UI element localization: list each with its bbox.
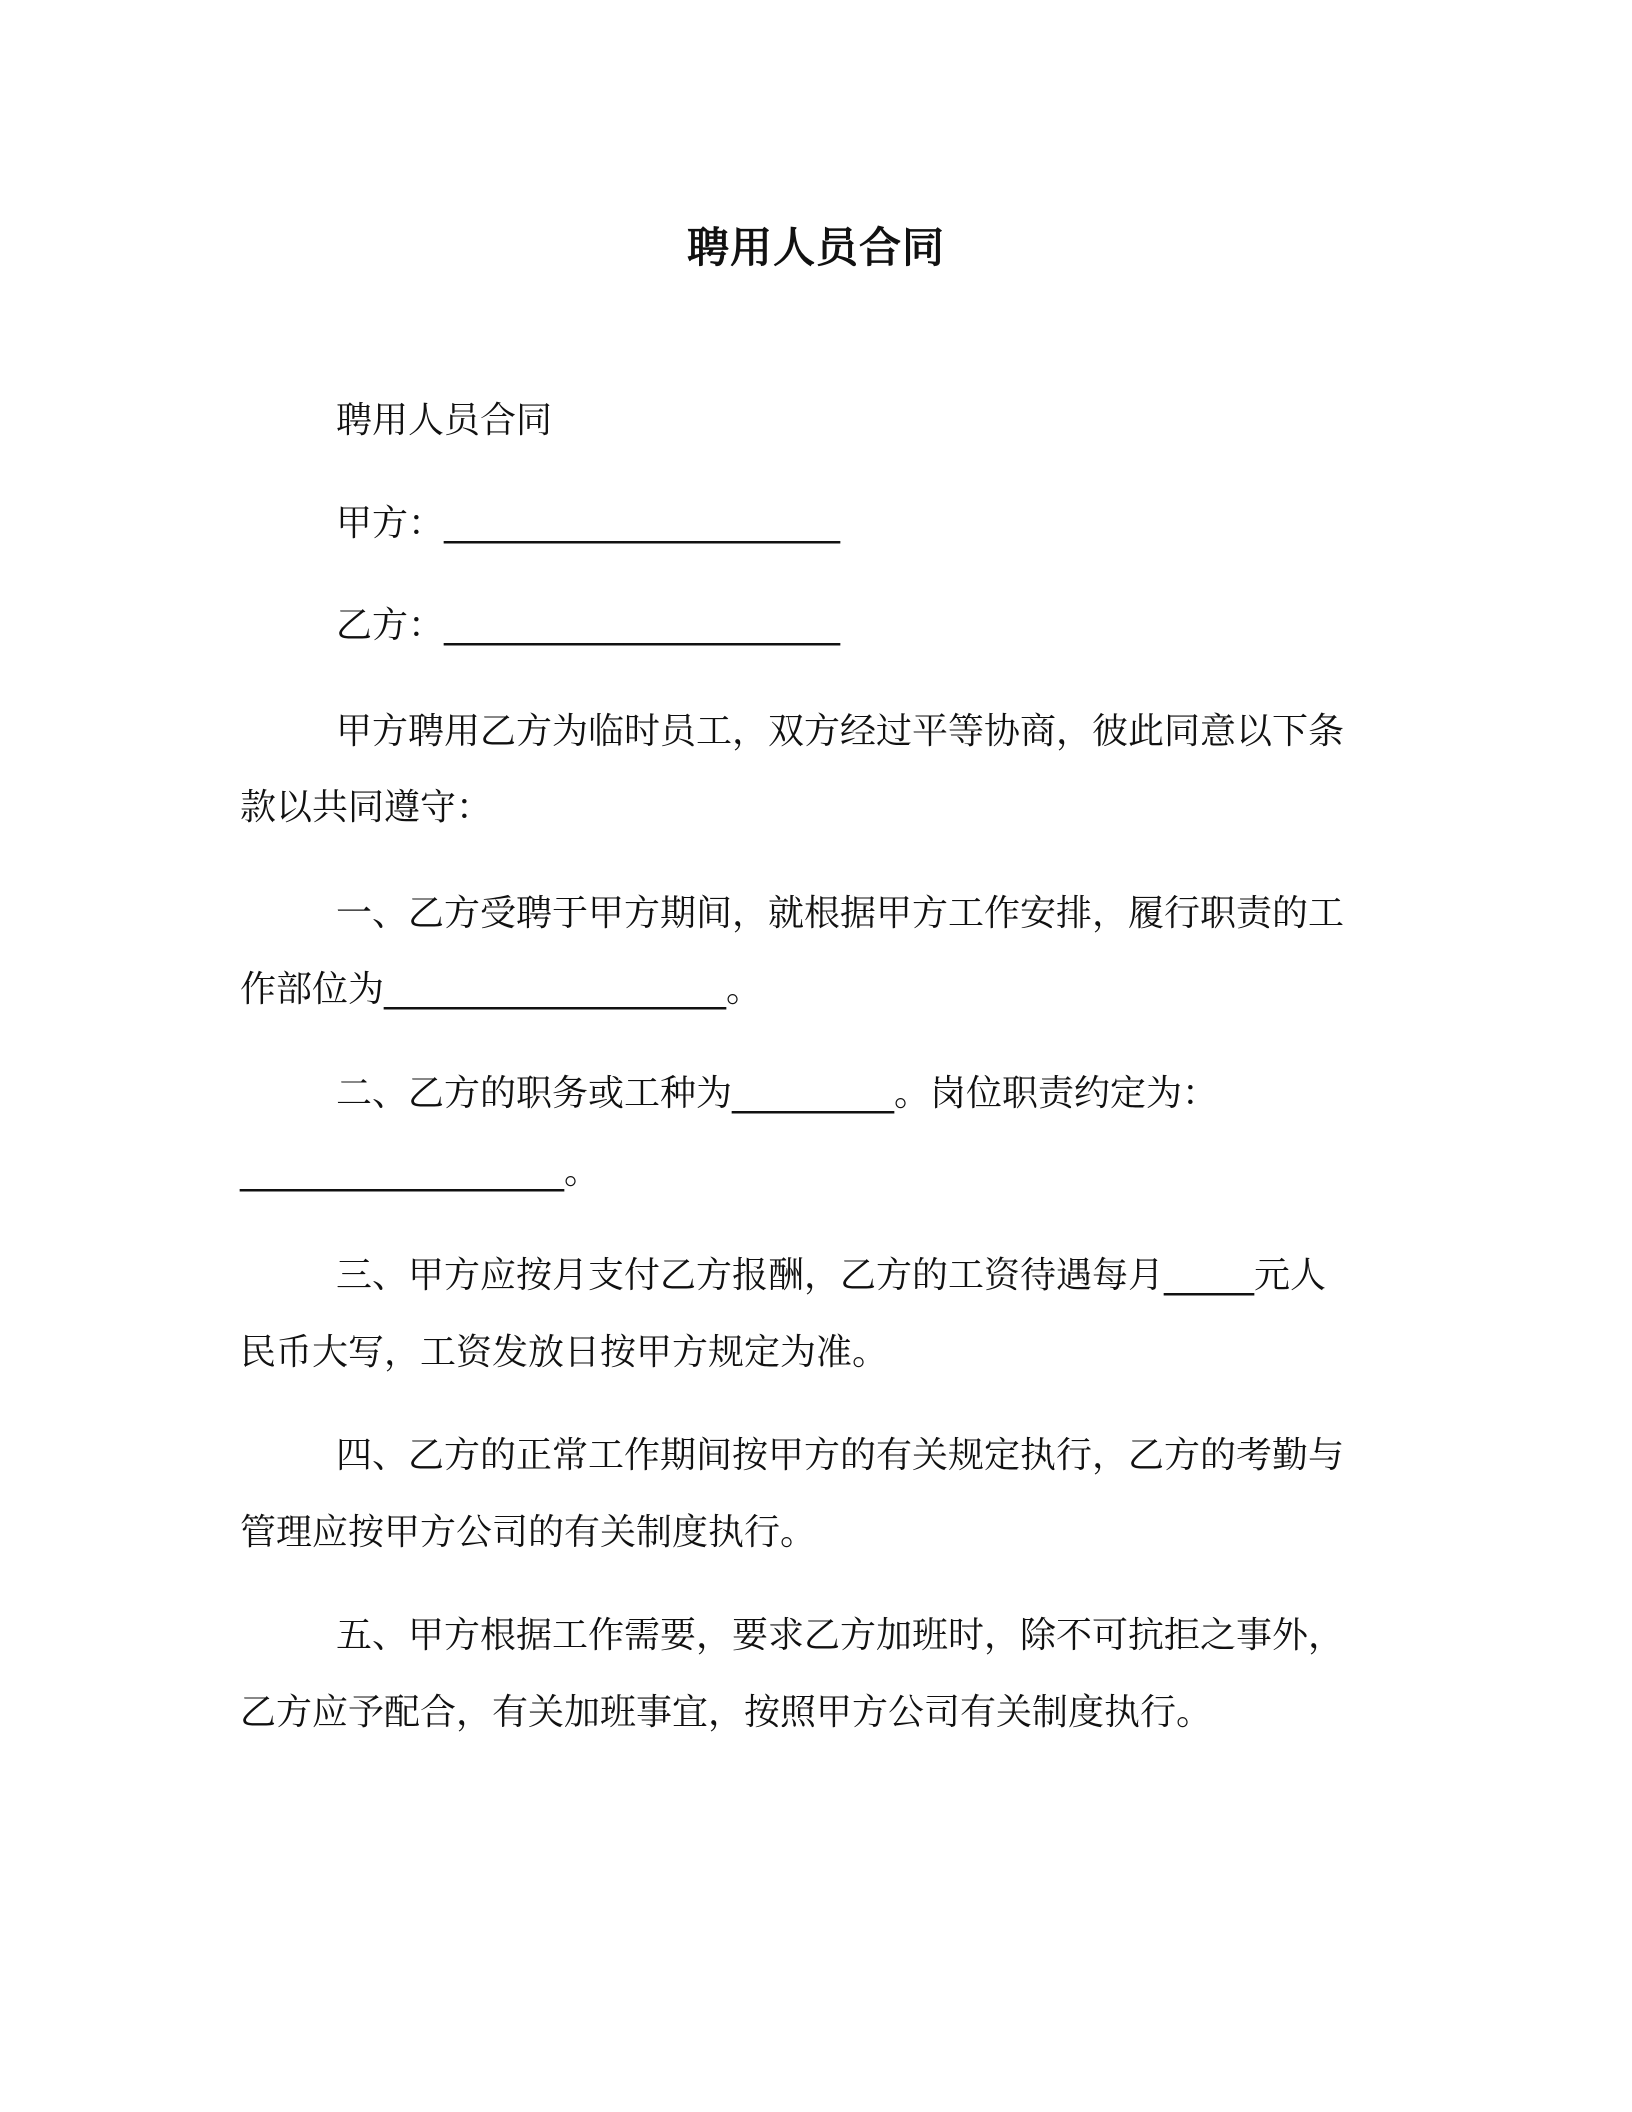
- document-title: 聘用人员合同: [686, 223, 945, 272]
- clause-5-line-2: 乙方应予配合，有关加班事宜，按照甲方公司有关制度执行。: [240, 1692, 1213, 1733]
- party-a-line: 甲方：______________________: [336, 503, 841, 544]
- clause-3-line-2: 民币大写，工资发放日按甲方规定为准。: [240, 1332, 889, 1373]
- intro-line-2: 款以共同遵守：: [240, 787, 493, 828]
- intro-line-1: 甲方聘用乙方为临时员工，双方经过平等协商，彼此同意以下条: [336, 711, 1345, 752]
- clause-1-line-1: 一、乙方受聘于甲方期间，就根据甲方工作安排，履行职责的工: [336, 893, 1345, 934]
- clause-4-line-2: 管理应按甲方公司的有关制度执行。: [240, 1512, 817, 1553]
- party-b-line: 乙方：______________________: [336, 605, 841, 646]
- clause-4-line-1: 四、乙方的正常工作期间按甲方的有关规定执行，乙方的考勤与: [336, 1435, 1345, 1476]
- clause-2-line-2: __________________。: [240, 1151, 600, 1192]
- subtitle-line: 聘用人员合同: [336, 400, 553, 441]
- clause-2-line-1: 二、乙方的职务或工种为_________。岗位职责约定为：: [336, 1073, 1219, 1114]
- clause-1-line-2: 作部位为___________________。: [240, 969, 763, 1010]
- clause-5-line-1: 五、甲方根据工作需要，要求乙方加班时，除不可抗拒之事外，: [336, 1615, 1345, 1656]
- clause-3-line-1: 三、甲方应按月支付乙方报酬，乙方的工资待遇每月_____元人: [336, 1255, 1327, 1296]
